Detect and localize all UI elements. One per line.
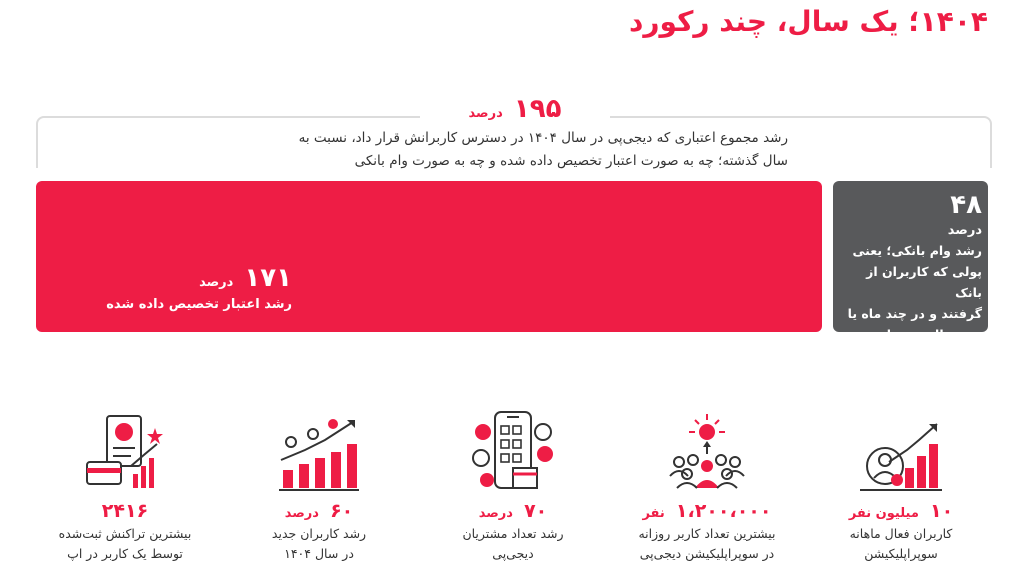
stat-number: ۶۰ bbox=[330, 500, 354, 522]
bank-loan-description bbox=[836, 240, 982, 345]
stat-number: ۲۴۱۶ bbox=[101, 500, 149, 522]
stat-transactions bbox=[50, 410, 200, 564]
stat-unit: نفر bbox=[642, 506, 665, 521]
stat-number: ۱۰ bbox=[929, 500, 954, 522]
stat-label-line: دیجی‌پی bbox=[492, 546, 534, 561]
stat-label-line: رشد تعداد مشتریان bbox=[462, 526, 564, 541]
page-title: ۱۴۰۴؛ یک سال، چند رکورد bbox=[629, 5, 988, 38]
stat-label-line: سوپراپلیکیشن bbox=[864, 546, 938, 561]
stat-new-users-growth bbox=[244, 410, 394, 564]
allocated-credit-label: رشد اعتبار تخصیص داده شده bbox=[106, 297, 292, 312]
stat-number: ۷۰ bbox=[524, 500, 548, 522]
stat-heading bbox=[632, 500, 782, 522]
total-growth-description bbox=[268, 127, 788, 173]
bank-loan-line: پولی که کاربران از بانک bbox=[866, 264, 982, 300]
total-growth-heading bbox=[420, 94, 610, 124]
bank-loan-panel bbox=[833, 181, 988, 342]
bank-loan-number: ۴۸ bbox=[950, 190, 982, 220]
stat-label bbox=[826, 524, 976, 564]
bank-loan-line: گرفتند و در چند ماه یا bbox=[847, 306, 982, 321]
stat-label-line: بیشترین تراکنش ثبت‌شده bbox=[58, 526, 192, 541]
stat-unit: درصد bbox=[284, 506, 319, 521]
stat-daily-users bbox=[632, 410, 782, 564]
stat-label-line: توسط یک کاربر در اپ bbox=[67, 546, 183, 561]
stat-label-line: کاربران فعال ماهانه bbox=[849, 526, 953, 541]
stat-label-line: در سوپراپلیکیشن دیجی‌پی bbox=[639, 546, 775, 561]
bank-loan-unit: درصد bbox=[947, 223, 982, 238]
stat-label bbox=[244, 524, 394, 564]
stat-label-line: بیشترین تعداد کاربر روزانه bbox=[638, 526, 776, 541]
stat-label bbox=[632, 524, 782, 564]
transactions-icon bbox=[83, 410, 167, 492]
bank-loan-line: چند سال پس دادند bbox=[868, 327, 982, 342]
stat-unit: درصد bbox=[478, 506, 513, 521]
monthly-users-icon bbox=[859, 410, 943, 492]
total-growth-unit: درصد bbox=[468, 106, 503, 121]
user-growth-icon bbox=[277, 410, 361, 492]
total-growth-description-line: رشد مجموع اعتباری که دیجی‌پی در سال ۱۴۰۴ در دسترس کاربرانش قرار داد، نسبت به bbox=[298, 130, 788, 146]
mobile-customers-icon bbox=[471, 410, 555, 492]
bank-loan-line: رشد وام بانکی؛ یعنی bbox=[852, 243, 982, 258]
total-growth-description-line: سال گذشته؛ چه به صورت اعتبار تخصیص داده شده و چه به صورت وام بانکی bbox=[354, 153, 788, 169]
stat-monthly-users bbox=[826, 410, 976, 564]
allocated-credit-heading bbox=[52, 263, 292, 293]
stat-heading bbox=[438, 500, 588, 522]
stat-heading bbox=[244, 500, 394, 522]
stat-customer-growth bbox=[438, 410, 588, 564]
daily-users-icon bbox=[665, 410, 749, 492]
stat-label bbox=[438, 524, 588, 564]
allocated-credit-panel bbox=[36, 181, 822, 332]
allocated-credit-number: ۱۷۱ bbox=[244, 263, 292, 293]
stat-label-line: رشد کاربران جدید bbox=[271, 526, 367, 541]
stat-heading bbox=[826, 500, 976, 522]
allocated-credit-unit: درصد bbox=[199, 275, 234, 290]
total-growth-number: ۱۹۵ bbox=[513, 94, 562, 124]
stat-label bbox=[50, 524, 200, 564]
stat-unit: میلیون نفر bbox=[848, 506, 919, 521]
stat-number: ۱،۲۰۰،۰۰۰ bbox=[675, 500, 772, 522]
stat-label-line: در سال ۱۴۰۴ bbox=[284, 546, 354, 561]
stat-heading bbox=[50, 500, 200, 522]
